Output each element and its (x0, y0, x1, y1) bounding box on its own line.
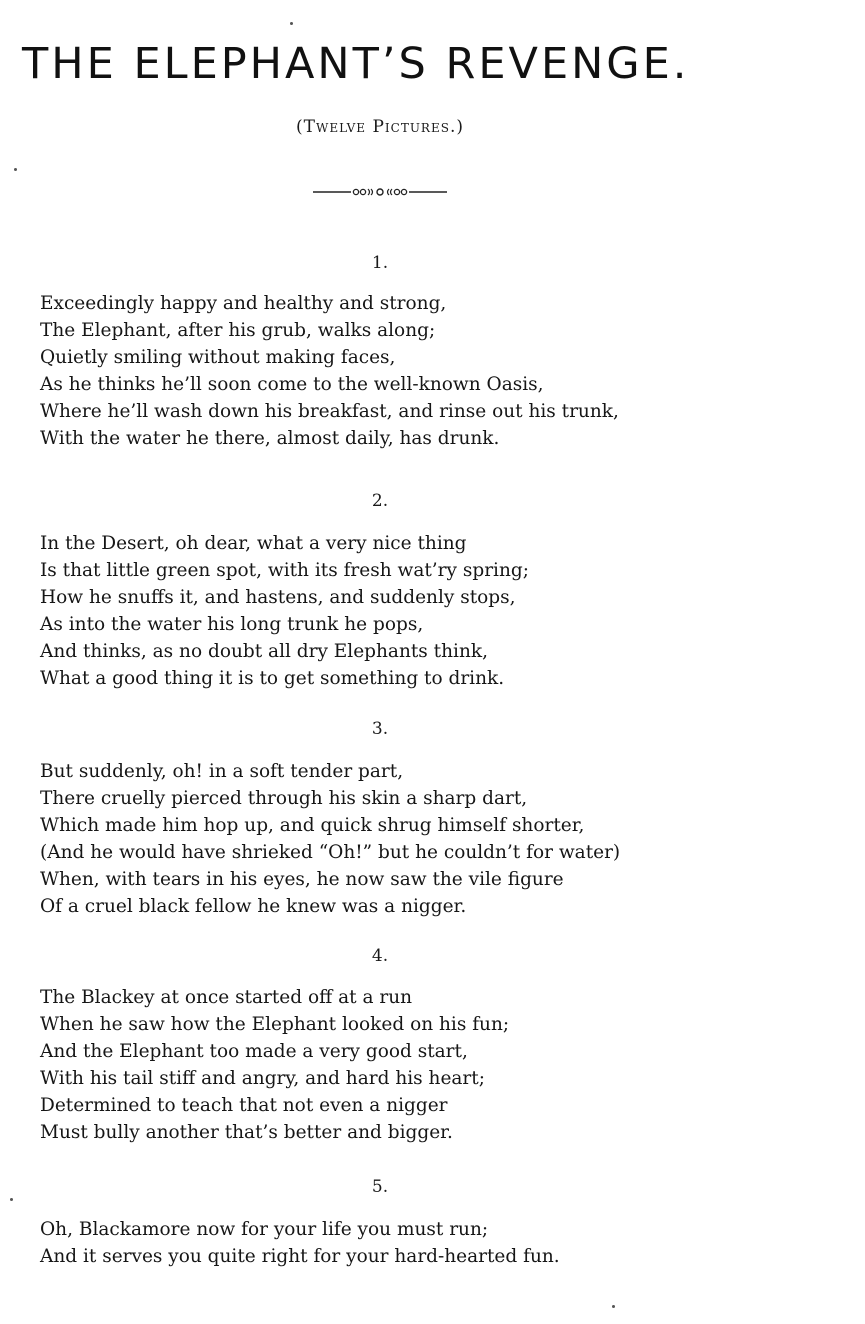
stanza-2 (40, 530, 840, 692)
stanza-line: Quietly smiling without making faces, (40, 347, 396, 368)
stanza-line: But suddenly, oh! in a soft tender part, (40, 761, 404, 782)
scan-speck (612, 1305, 615, 1308)
stanza-line: Of a cruel black fellow he knew was a nigger. (40, 896, 467, 917)
scan-speck (14, 168, 17, 171)
stanza-line: Must bully another that’s better and bigger. (40, 1122, 453, 1143)
stanza-line: And it serves you quite right for your hard-hearted fun. (40, 1246, 560, 1267)
subtitle-text: (Twelve Pictures.) (296, 117, 464, 137)
stanza-line: When he saw how the Elephant looked on his fun; (40, 1014, 510, 1035)
stanza-number-2: 2. (371, 491, 389, 511)
stanza-line: With his tail stiff and angry, and hard his heart; (40, 1068, 485, 1089)
stanza-line: With the water he there, almost daily, has drunk. (40, 428, 500, 449)
stanza-line: Which made him hop up, and quick shrug himself shorter, (40, 815, 585, 836)
stanza-line: As into the water his long trunk he pops, (40, 614, 424, 635)
stanza-line: In the Desert, oh dear, what a very nice thing (40, 533, 467, 554)
stanza-line: When, with tears in his eyes, he now saw the vile figure (40, 869, 564, 890)
subtitle (0, 116, 760, 138)
stanza-line: How he snuffs it, and hastens, and suddenly stops, (40, 587, 516, 608)
stanza-line: And thinks, as no doubt all dry Elephants think, (40, 641, 488, 662)
stanza-4 (40, 984, 840, 1146)
stanza-line: As he thinks he’ll soon come to the well-known Oasis, (40, 374, 544, 395)
stanza-number-1: 1. (371, 253, 389, 273)
stanza-line: And the Elephant too made a very good start, (40, 1041, 468, 1062)
page-title: THE ELEPHANT’S REVENGE. (22, 39, 690, 89)
stanza-line: (And he would have shrieked “Oh!” but he couldn’t for water) (40, 842, 621, 863)
stanza-line: The Elephant, after his grub, walks along; (40, 320, 436, 341)
stanza-line: Exceedingly happy and healthy and strong, (40, 293, 447, 314)
stanza-line: What a good thing it is to get something to drink. (40, 668, 505, 689)
stanza-line: There cruelly pierced through his skin a sharp dart, (40, 788, 528, 809)
scan-speck (10, 1198, 13, 1201)
stanza-line: Oh, Blackamore now for your life you must run; (40, 1219, 489, 1240)
scan-speck (290, 22, 293, 25)
stanza-number-5: 5. (371, 1177, 389, 1197)
stanza-3 (40, 758, 840, 920)
stanza-line: Determined to teach that not even a nigger (40, 1095, 448, 1116)
ornament-divider (313, 185, 447, 199)
stanza-number-3: 3. (371, 719, 389, 739)
stanza-line: The Blackey at once started off at a run (40, 987, 413, 1008)
stanza-line: Where he’ll wash down his breakfast, and rinse out his trunk, (40, 401, 619, 422)
stanza-1 (40, 290, 840, 452)
stanza-line: Is that little green spot, with its fresh wat’ry spring; (40, 560, 529, 581)
stanza-5 (40, 1216, 840, 1270)
stanza-number-4: 4. (371, 946, 389, 966)
